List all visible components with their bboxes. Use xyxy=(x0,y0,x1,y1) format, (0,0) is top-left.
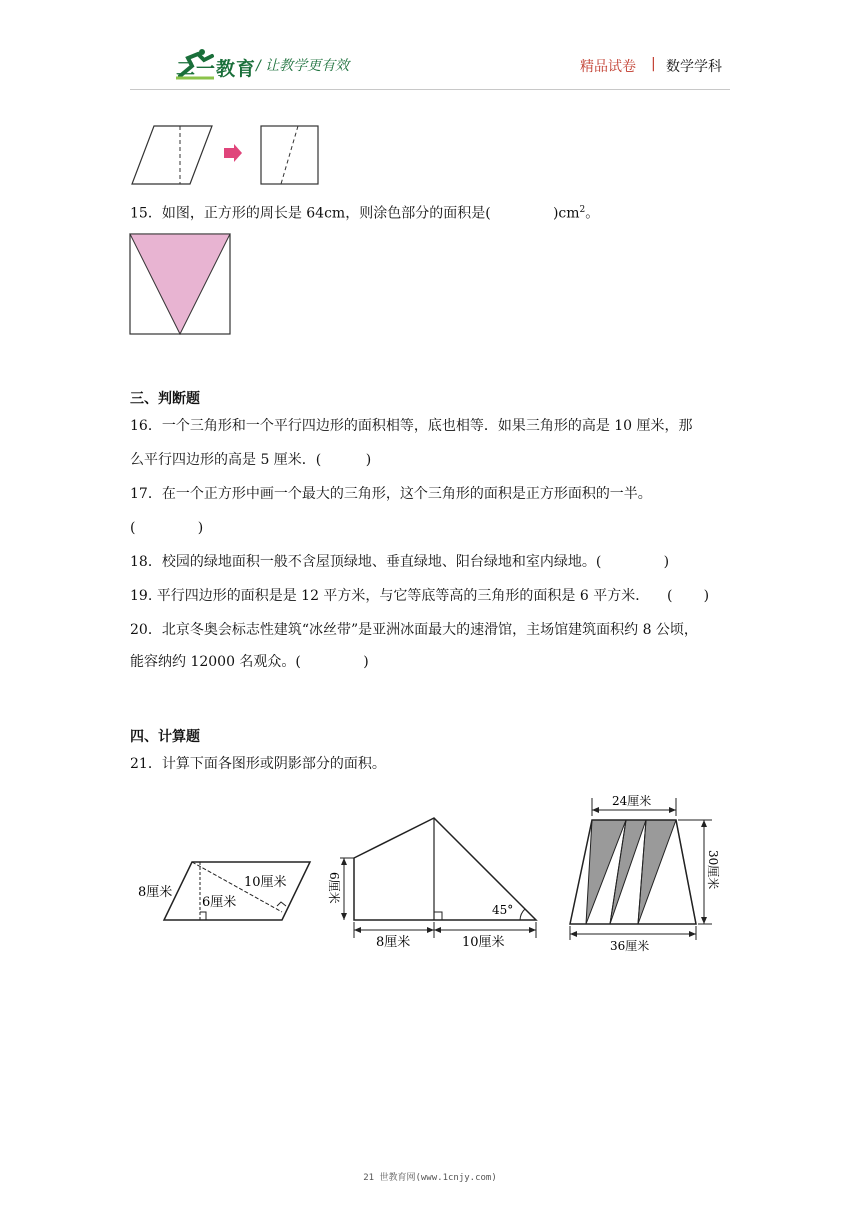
fig1-side-label: 8厘米 xyxy=(138,885,173,900)
header-separator: | xyxy=(651,56,656,72)
q15-unit: )cm xyxy=(552,205,580,222)
question-19: 19. 平行四边形的面积是是 12 平方米，与它等底等高的三角形的面积是 6 平方米． ( ) xyxy=(130,588,710,604)
q15-unit-sup: 2 xyxy=(579,205,586,215)
question-15 xyxy=(130,200,599,224)
fig2-angle-label: 45° xyxy=(492,903,514,917)
figure-shaded-trapezoid xyxy=(566,790,730,956)
logo-text: 二一教育 xyxy=(176,58,257,80)
parallelogram-to-rectangle-figure xyxy=(130,120,330,190)
question-17-line2: ( ) xyxy=(130,520,204,536)
fig2-base-right-label: 10厘米 xyxy=(462,935,505,950)
slogan: / 让教学更有效 xyxy=(256,58,350,74)
fig3-right-label: 30厘米 xyxy=(706,850,720,890)
question-16-line2: 么平行四边形的高是 5 厘米．( ) xyxy=(130,452,372,468)
fig3-top-label: 24厘米 xyxy=(612,794,652,808)
q15-text: 15．如图，正方形的周长是 64cm，则涂色部分的面积是( xyxy=(130,205,491,222)
figure-trapezoid xyxy=(324,812,544,954)
square-shaded-triangle-figure xyxy=(129,233,233,337)
question-21: 21．计算下面各图形或阴影部分的面积。 xyxy=(130,756,386,772)
question-20-line2: 能容纳约 12000 名观众。( ) xyxy=(130,654,369,670)
q15-blank[interactable] xyxy=(491,206,553,222)
fig2-height-label: 6厘米 xyxy=(327,872,341,904)
question-16-line1: 16．一个三角形和一个平行四边形的面积相等，底也相等．如果三角形的高是 10 厘米，那 xyxy=(130,418,693,434)
q15-end: 。 xyxy=(585,205,600,222)
footer: 21 世教育网(www.1cnjy.com) xyxy=(363,1173,497,1183)
fig2-base-left-label: 8厘米 xyxy=(376,935,411,950)
question-18: 18．校园的绿地面积一般不含屋顶绿地、垂直绿地、阳台绿地和室内绿地。( ) xyxy=(130,554,670,570)
section-3-title: 三、判断题 xyxy=(130,391,200,407)
figure-parallelogram xyxy=(134,850,314,930)
section-4-title: 四、计算题 xyxy=(130,729,200,745)
header-subject: 数学学科 xyxy=(666,59,722,75)
fig3-bottom-label: 36厘米 xyxy=(610,939,650,953)
question-20-line1: 20．北京冬奥会标志性建筑“冰丝带”是亚洲冰面最大的速滑馆，主场馆建筑面积约 8 公顷， xyxy=(130,622,698,638)
fig1-diag-label: 10厘米 xyxy=(244,875,287,890)
question-17-line1: 17．在一个正方形中画一个最大的三角形，这个三角形的面积是正方形面积的一半。 xyxy=(130,486,652,502)
fig1-height-label: 6厘米 xyxy=(202,895,237,910)
arrow-icon xyxy=(224,144,242,162)
header-divider xyxy=(130,89,730,90)
header-label: 精品试卷 xyxy=(580,59,636,75)
